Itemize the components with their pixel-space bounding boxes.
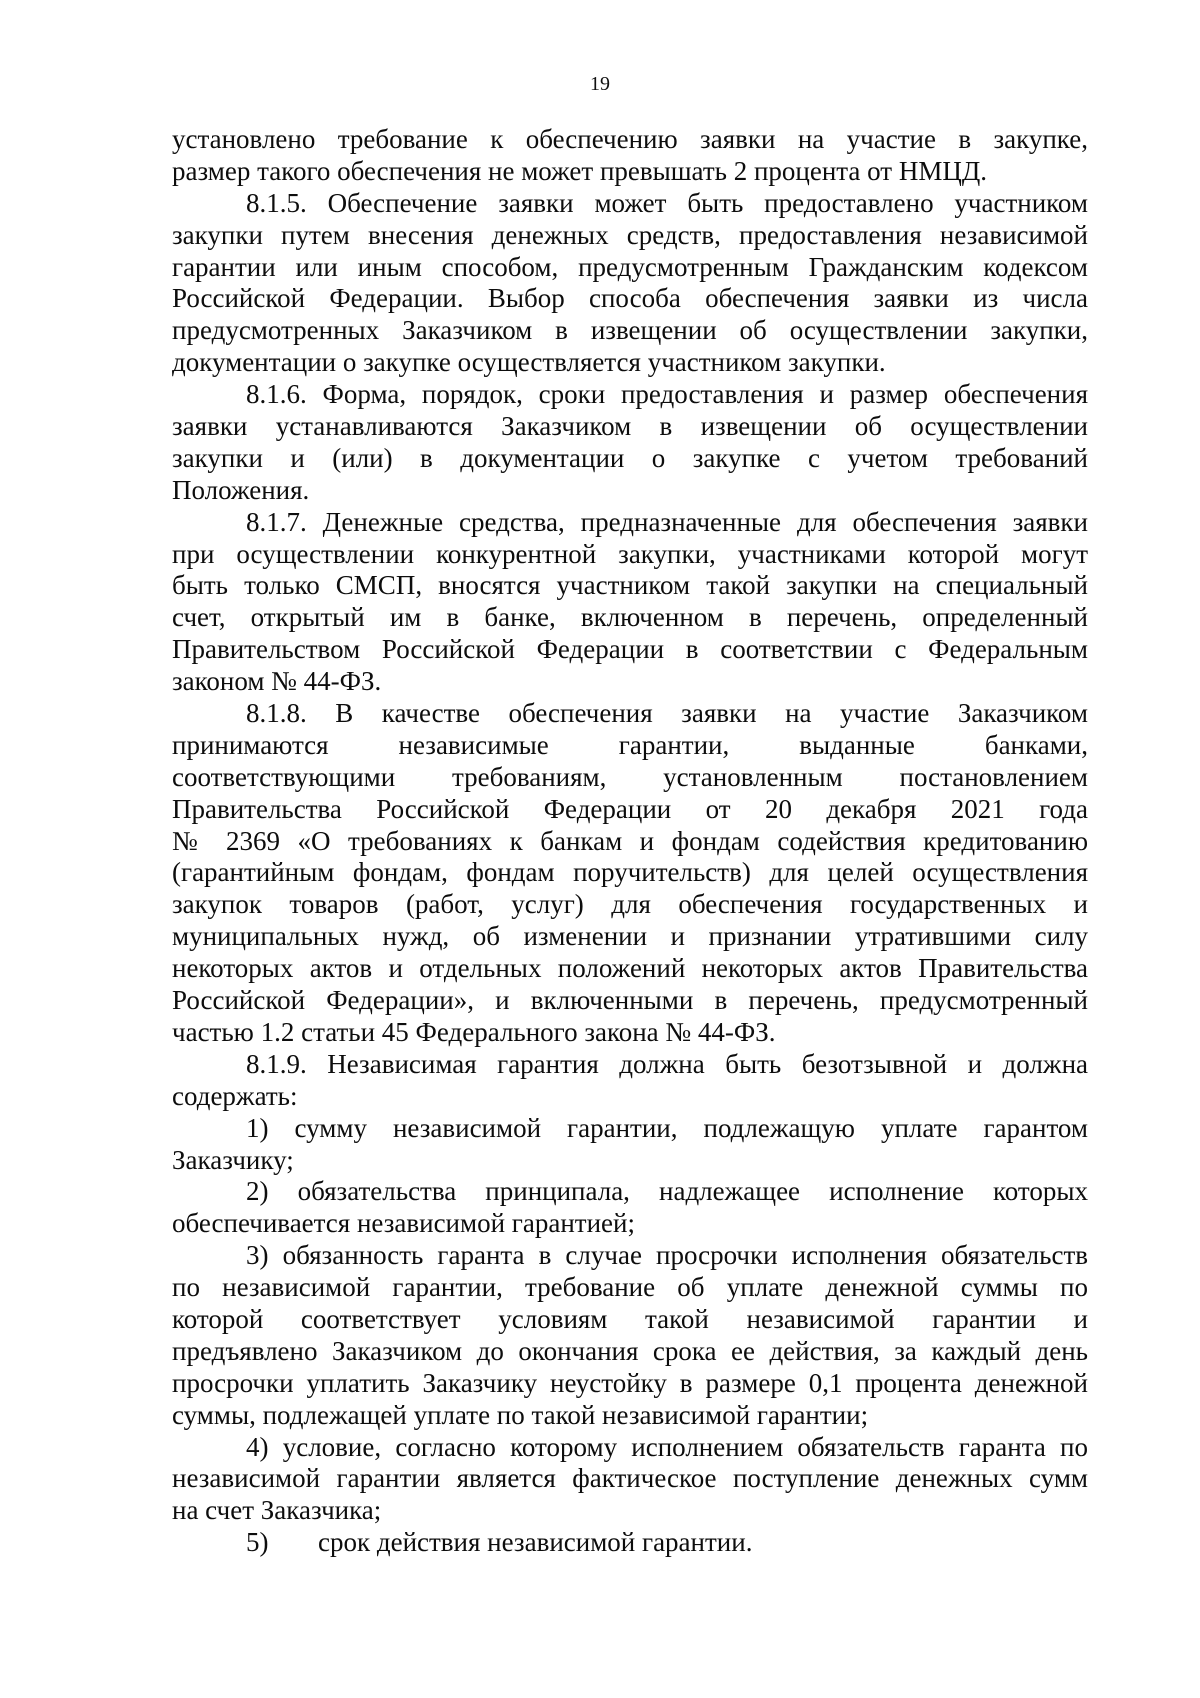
text-line: некоторых актов и отдельных положений некоторых актов Правительства <box>172 953 1088 984</box>
text-line: закупок товаров (работ, услуг) для обеспечения государственных и <box>172 889 1088 920</box>
text-line: закупки и (или) в документации о закупке с учетом требований <box>172 442 1088 473</box>
text-line: суммы, подлежащей уплате по такой независимой гарантии; <box>172 1399 869 1430</box>
text-line: счет, открытый им в банке, включенном в перечень, определенный <box>172 602 1088 633</box>
list-item-number: 5) <box>246 1527 269 1558</box>
text-line: документации о закупке осуществляется участником закупки. <box>172 347 886 378</box>
text-line: Положения. <box>172 474 310 505</box>
text-line: 8.1.7. Денежные средства, предназначенные для обеспечения заявки <box>246 506 1088 537</box>
text-line: содержать: <box>172 1080 298 1111</box>
page-number: 19 <box>590 73 610 95</box>
text-line: 8.1.5. Обеспечение заявки может быть предоставлено участником <box>246 187 1088 218</box>
text-line: законом № 44-ФЗ. <box>172 666 382 697</box>
text-line: 4) условие, согласно которому исполнением обязательств гаранта по <box>246 1431 1088 1462</box>
text-line: предъявлено Заказчиком до окончания срока ее действия, за каждый день <box>172 1335 1088 1366</box>
list-item-text: срок действия независимой гарантии. <box>318 1527 753 1558</box>
text-line: установлено требование к обеспечению заявки на участие в закупке, <box>172 124 1088 154</box>
list-item-final <box>172 1527 1088 1559</box>
text-line: закупки путем внесения денежных средств, предоставления независимой <box>172 219 1088 250</box>
text-line: муниципальных нужд, об изменении и признании утратившими силу <box>172 921 1088 952</box>
text-line: независимой гарантии является фактическое поступление денежных сумм <box>172 1463 1088 1494</box>
text-line: быть только СМСП, вносятся участником такой закупки на специальный <box>172 570 1088 601</box>
text-line: № 2369 «О требованиях к банкам и фондам содействия кредитованию <box>172 825 1088 856</box>
text-line: 8.1.6. Форма, порядок, сроки предоставления и размер обеспечения <box>246 379 1088 410</box>
text-line: просрочки уплатить Заказчику неустойку в размере 0,1 процента денежной <box>172 1367 1088 1398</box>
text-line: частью 1.2 статьи 45 Федерального закона № 44-ФЗ. <box>172 1016 776 1047</box>
text-line: (гарантийным фондам, фондам поручительств) для целей осуществления <box>172 857 1088 888</box>
text-line: гарантии или иным способом, предусмотренным Гражданским кодексом <box>172 251 1088 282</box>
text-line: Правительством Российской Федерации в соответствии с Федеральным <box>172 634 1088 665</box>
text-line: 8.1.8. В качестве обеспечения заявки на участие Заказчиком <box>246 698 1088 729</box>
text-line: Заказчику; <box>172 1144 294 1175</box>
text-line: при осуществлении конкурентной закупки, участниками которой могут <box>172 538 1088 569</box>
text-line: принимаются независимые гарантии, выданные банками, <box>172 729 1088 760</box>
text-line: 1) сумму независимой гарантии, подлежащую уплате гарантом <box>246 1112 1088 1143</box>
text-line: 8.1.9. Независимая гарантия должна быть безотзывной и должна <box>246 1048 1088 1079</box>
text-line: размер такого обеспечения не может превышать 2 процента от НМЦД. <box>172 155 988 186</box>
text-line: по независимой гарантии, требование об уплате денежной суммы по <box>172 1272 1088 1303</box>
text-line: соответствующими требованиям, установленным постановлением <box>172 761 1088 792</box>
document-body <box>172 124 1088 1559</box>
text-line: предусмотренных Заказчиком в извещении об осуществлении закупки, <box>172 315 1088 346</box>
text-line: 2) обязательства принципала, надлежащее исполнение которых <box>246 1176 1088 1207</box>
text-line: Правительства Российской Федерации от 20 декабря 2021 года <box>172 793 1088 824</box>
text-line: Российской Федерации. Выбор способа обеспечения заявки из числа <box>172 283 1088 314</box>
text-line: обеспечивается независимой гарантией; <box>172 1208 635 1239</box>
text-line: которой соответствует условиям такой независимой гарантии и <box>172 1303 1088 1334</box>
text-line: на счет Заказчика; <box>172 1495 382 1526</box>
text-line: Российской Федерации», и включенными в перечень, предусмотренный <box>172 985 1088 1016</box>
text-line: 3) обязанность гаранта в случае просрочки исполнения обязательств <box>246 1240 1088 1271</box>
text-line: заявки устанавливаются Заказчиком в извещении об осуществлении <box>172 411 1088 442</box>
